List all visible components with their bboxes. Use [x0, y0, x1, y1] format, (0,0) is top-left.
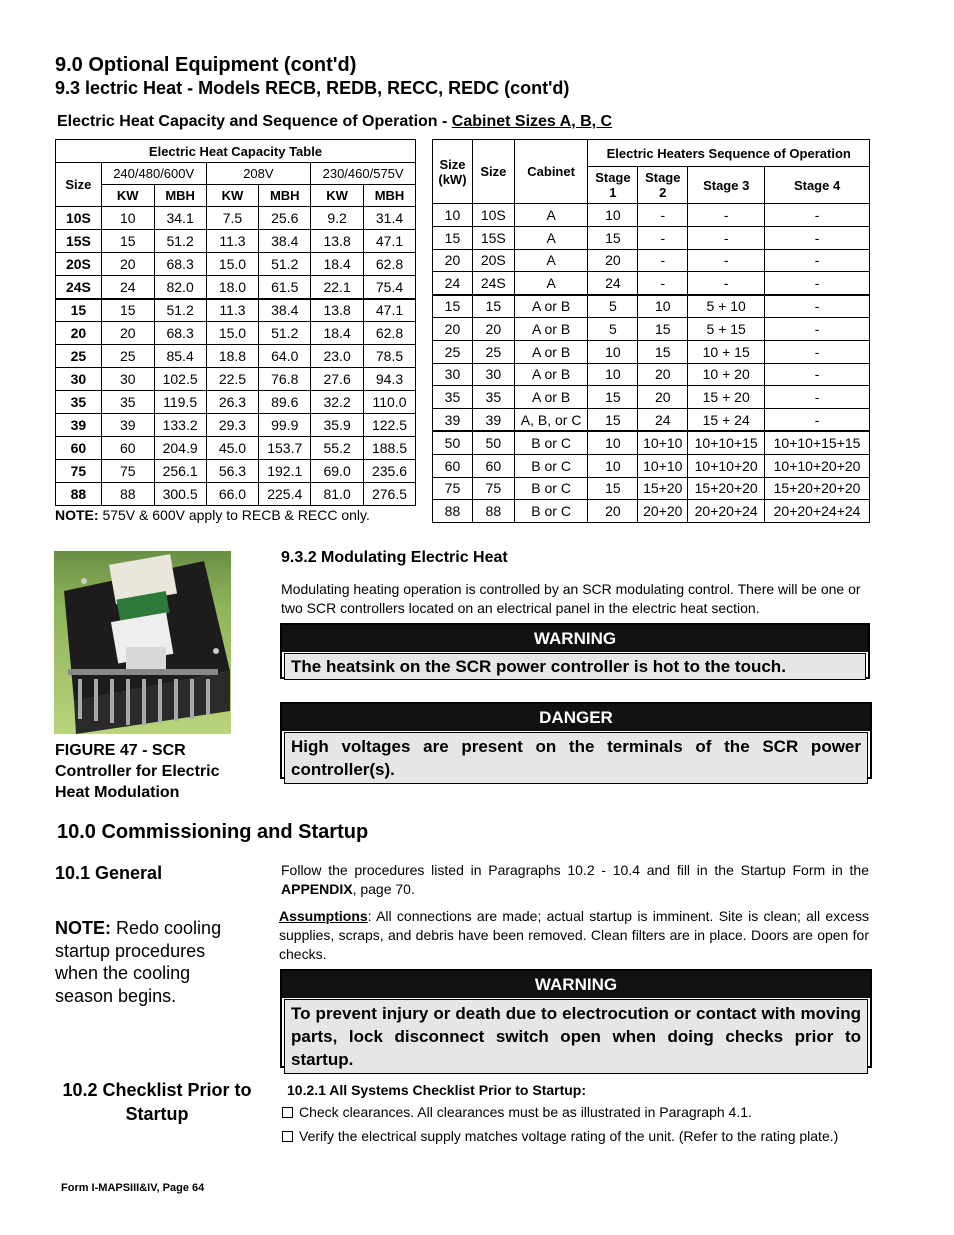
capacity-value-cell: 62.8 — [364, 253, 416, 276]
capacity-value-cell: 94.3 — [364, 368, 416, 391]
capacity-value-cell: 32.2 — [311, 391, 364, 414]
capacity-value-cell: 276.5 — [364, 483, 416, 506]
capacity-value-cell: 66.0 — [206, 483, 259, 506]
capacity-row — [56, 437, 416, 460]
checklist-heading: 10.2 Checklist Prior to Startup — [62, 1080, 252, 1124]
capacity-row — [56, 483, 416, 506]
sequence-row — [433, 363, 870, 386]
sequence-cell: 39 — [472, 409, 514, 432]
capacity-size-cell: 15 — [56, 299, 102, 322]
capacity-value-cell: 15 — [101, 230, 154, 253]
sequence-cell: 35 — [433, 386, 473, 409]
sequence-cell: A or B — [514, 295, 588, 318]
sequence-cell: 30 — [433, 363, 473, 386]
sequence-cell: 15 — [588, 409, 638, 432]
sequence-cell: 10 — [588, 454, 638, 477]
capacity-size-cell: 20 — [56, 322, 102, 345]
sequence-cell: 88 — [472, 500, 514, 523]
sequence-cell: 50 — [472, 431, 514, 454]
capacity-value-cell: 51.2 — [259, 322, 311, 345]
follow-text-1: Follow the procedures listed in Paragraphs 10.2 - 10.4 and fill in the Startup Form in the — [281, 862, 869, 878]
section-title: 9.0 Optional Equipment (cont'd) — [55, 54, 357, 76]
warning-title-2: WARNING — [282, 971, 870, 998]
page-footer: Form I-MAPSIII&IV, Page 64 — [61, 1182, 205, 1194]
sequence-cell: 20 — [588, 249, 638, 272]
capacity-size-cell: 35 — [56, 391, 102, 414]
capacity-row — [56, 207, 416, 230]
sequence-cell: A — [514, 249, 588, 272]
sequence-cell: B or C — [514, 454, 588, 477]
sequence-row — [433, 340, 870, 363]
general-heading: 10.1 General — [55, 863, 163, 883]
sequence-row — [433, 454, 870, 477]
capacity-value-cell: 34.1 — [154, 207, 206, 230]
sequence-cell: 10 — [433, 204, 473, 227]
capacity-size-cell: 39 — [56, 414, 102, 437]
capacity-value-cell: 35 — [101, 391, 154, 414]
capacity-value-cell: 35.9 — [311, 414, 364, 437]
sequence-cell: 10+10+15+15 — [765, 431, 870, 454]
warning-text-2: To prevent injury or death due to electrocution or contact with moving parts, lock disconnect switch open when doing checks prior to startup. — [284, 999, 868, 1074]
assumptions-label: Assumptions — [279, 908, 368, 924]
sequence-cell: 15 — [588, 226, 638, 249]
capacity-value-cell: 225.4 — [259, 483, 311, 506]
cooling-note-label: NOTE: — [55, 918, 111, 938]
sequence-row — [433, 386, 870, 409]
table-caption-link: Cabinet Sizes A, B, C — [451, 113, 613, 130]
sequence-cell: 24 — [638, 409, 688, 432]
capacity-value-cell: 18.0 — [206, 276, 259, 299]
capacity-value-cell: 10 — [101, 207, 154, 230]
sequence-row — [433, 500, 870, 523]
sequence-cell: 60 — [433, 454, 473, 477]
capacity-value-cell: 99.9 — [259, 414, 311, 437]
sequence-cell: 15 — [472, 295, 514, 318]
capacity-value-cell: 18.4 — [311, 322, 364, 345]
sequence-cell: A — [514, 204, 588, 227]
voltage-group-header: 240/480/600V — [101, 163, 206, 185]
sequence-cell: 10S — [472, 204, 514, 227]
follow-text-2: , page 70. — [352, 881, 415, 897]
sequence-cell: - — [765, 226, 870, 249]
sequence-cell: 15 — [588, 386, 638, 409]
capacity-value-cell: 78.5 — [364, 345, 416, 368]
unit-header: KW — [101, 185, 154, 207]
warning-box-heatsink — [280, 623, 870, 679]
sequence-cell: 10 — [588, 363, 638, 386]
sequence-cell: 15 — [638, 317, 688, 340]
capacity-value-cell: 133.2 — [154, 414, 206, 437]
capacity-value-cell: 85.4 — [154, 345, 206, 368]
sequence-cell: A or B — [514, 317, 588, 340]
capacity-value-cell: 89.6 — [259, 391, 311, 414]
sequence-cell: 20 — [472, 317, 514, 340]
capacity-value-cell: 20 — [101, 322, 154, 345]
checkbox-icon[interactable] — [282, 1107, 293, 1118]
sequence-cell: 10+10+20+20 — [765, 454, 870, 477]
checklist-item — [282, 1103, 862, 1122]
checklist-item — [282, 1127, 862, 1146]
sequence-table — [432, 139, 870, 523]
capacity-value-cell: 39 — [101, 414, 154, 437]
capacity-value-cell: 26.3 — [206, 391, 259, 414]
capacity-value-cell: 56.3 — [206, 460, 259, 483]
sequence-cell: - — [638, 272, 688, 295]
unit-header: MBH — [364, 185, 416, 207]
sequence-cell: - — [638, 204, 688, 227]
capacity-row — [56, 299, 416, 322]
sequence-cell: 50 — [433, 431, 473, 454]
capacity-row — [56, 368, 416, 391]
sequence-row — [433, 317, 870, 340]
unit-header: KW — [206, 185, 259, 207]
sequence-cell: 10+10 — [638, 454, 688, 477]
capacity-value-cell: 76.8 — [259, 368, 311, 391]
size-kw-header: Size (kW) — [433, 140, 473, 204]
capacity-size-cell: 20S — [56, 253, 102, 276]
capacity-value-cell: 51.2 — [154, 299, 206, 322]
sequence-cell: 10 — [638, 295, 688, 318]
sequence-cell: 20 — [433, 249, 473, 272]
capacity-value-cell: 64.0 — [259, 345, 311, 368]
capacity-value-cell: 55.2 — [311, 437, 364, 460]
stage-header: Stage 3 — [688, 167, 765, 204]
sequence-cell: - — [765, 363, 870, 386]
capacity-value-cell: 300.5 — [154, 483, 206, 506]
capacity-value-cell: 38.4 — [259, 230, 311, 253]
commissioning-heading: 10.0 Commissioning and Startup — [57, 821, 369, 843]
sequence-cell: A — [514, 226, 588, 249]
capacity-value-cell: 256.1 — [154, 460, 206, 483]
sequence-row — [433, 249, 870, 272]
sequence-row — [433, 477, 870, 500]
sequence-cell: 39 — [433, 409, 473, 432]
sequence-cell: 15 — [638, 340, 688, 363]
capacity-value-cell: 119.5 — [154, 391, 206, 414]
capacity-value-cell: 51.2 — [154, 230, 206, 253]
sequence-cell: 15 + 24 — [688, 409, 765, 432]
capacity-value-cell: 29.3 — [206, 414, 259, 437]
capacity-value-cell: 88 — [101, 483, 154, 506]
capacity-value-cell: 122.5 — [364, 414, 416, 437]
sequence-cell: 24 — [433, 272, 473, 295]
warning-text: The heatsink on the SCR power controller is hot to the touch. — [284, 653, 866, 680]
sequence-cell: 5 + 15 — [688, 317, 765, 340]
capacity-size-cell: 24S — [56, 276, 102, 299]
sequence-cell: - — [765, 386, 870, 409]
sequence-cell: - — [688, 226, 765, 249]
sequence-row — [433, 226, 870, 249]
sequence-cell: 15 — [433, 226, 473, 249]
sequence-cell: 20 — [433, 317, 473, 340]
sequence-cell: - — [688, 272, 765, 295]
sequence-cell: 35 — [472, 386, 514, 409]
sequence-cell: - — [638, 249, 688, 272]
capacity-value-cell: 22.1 — [311, 276, 364, 299]
sequence-cell: A — [514, 272, 588, 295]
capacity-value-cell: 47.1 — [364, 230, 416, 253]
sequence-cell: 15S — [472, 226, 514, 249]
cooling-note — [55, 917, 245, 1007]
capacity-value-cell: 61.5 — [259, 276, 311, 299]
capacity-size-cell: 75 — [56, 460, 102, 483]
capacity-value-cell: 24 — [101, 276, 154, 299]
capacity-row — [56, 230, 416, 253]
capacity-value-cell: 68.3 — [154, 253, 206, 276]
danger-box — [280, 702, 872, 779]
sequence-cell: 88 — [433, 500, 473, 523]
sequence-cell: 15+20+20+20 — [765, 477, 870, 500]
capacity-value-cell: 69.0 — [311, 460, 364, 483]
sequence-cell: A, B, or C — [514, 409, 588, 432]
capacity-value-cell: 235.6 — [364, 460, 416, 483]
stage-header: Stage 2 — [638, 167, 688, 204]
sequence-cell: 10 — [588, 431, 638, 454]
capacity-value-cell: 27.6 — [311, 368, 364, 391]
follow-procedures-text — [281, 861, 869, 899]
assumptions-text — [279, 907, 869, 964]
modulating-heading: 9.3.2 Modulating Electric Heat — [281, 549, 508, 566]
sequence-row — [433, 204, 870, 227]
capacity-size-cell: 25 — [56, 345, 102, 368]
capacity-row — [56, 460, 416, 483]
capacity-value-cell: 15.0 — [206, 253, 259, 276]
capacity-value-cell: 15.0 — [206, 322, 259, 345]
figure-47-caption: FIGURE 47 - SCR Controller for Electric Heat Modulation — [55, 742, 220, 801]
capacity-value-cell: 75 — [101, 460, 154, 483]
sequence-cell: 5 — [588, 295, 638, 318]
checklist-item-text: Verify the electrical supply matches voltage rating of the unit. (Refer to the rating plate.) — [299, 1128, 839, 1144]
sequence-row — [433, 295, 870, 318]
capacity-value-cell: 38.4 — [259, 299, 311, 322]
table-caption — [57, 113, 612, 131]
sequence-cell: 15 + 20 — [688, 386, 765, 409]
sequence-cell: - — [765, 204, 870, 227]
stage-header: Stage 4 — [765, 167, 870, 204]
sequence-cell: 10 — [588, 340, 638, 363]
capacity-value-cell: 11.3 — [206, 230, 259, 253]
capacity-value-cell: 153.7 — [259, 437, 311, 460]
sequence-cell: 20+20+24+24 — [765, 500, 870, 523]
capacity-value-cell: 51.2 — [259, 253, 311, 276]
sequence-cell: A or B — [514, 340, 588, 363]
capacity-value-cell: 18.8 — [206, 345, 259, 368]
warning-box-electrocution — [280, 969, 872, 1068]
sequence-cell: 10+10+20 — [688, 454, 765, 477]
capacity-value-cell: 188.5 — [364, 437, 416, 460]
sequence-cell: 60 — [472, 454, 514, 477]
sequence-cell: 20 — [588, 500, 638, 523]
unit-header: MBH — [259, 185, 311, 207]
capacity-value-cell: 22.5 — [206, 368, 259, 391]
capacity-row — [56, 253, 416, 276]
section-subtitle: 9.3 lectric Heat - Models RECB, REDB, RECC, REDC (cont'd) — [55, 78, 570, 98]
capacity-value-cell: 11.3 — [206, 299, 259, 322]
sequence-cell: B or C — [514, 477, 588, 500]
capacity-value-cell: 75.4 — [364, 276, 416, 299]
capacity-table-title: Electric Heat Capacity Table — [56, 140, 416, 163]
sequence-cell: 24 — [588, 272, 638, 295]
sequence-cell: 15+20+20 — [688, 477, 765, 500]
sequence-cell: - — [765, 340, 870, 363]
stage-header: Stage 1 — [588, 167, 638, 204]
sequence-row — [433, 272, 870, 295]
capacity-value-cell: 81.0 — [311, 483, 364, 506]
sequence-cell: B or C — [514, 431, 588, 454]
sequence-cell: 75 — [472, 477, 514, 500]
sequence-row — [433, 409, 870, 432]
capacity-value-cell: 192.1 — [259, 460, 311, 483]
capacity-size-cell: 88 — [56, 483, 102, 506]
capacity-value-cell: 68.3 — [154, 322, 206, 345]
capacity-value-cell: 7.5 — [206, 207, 259, 230]
sequence-cell: - — [688, 249, 765, 272]
sequence-row — [433, 431, 870, 454]
sequence-cell: - — [765, 317, 870, 340]
sequence-cell: 15+20 — [638, 477, 688, 500]
sequence-cell: 15 — [433, 295, 473, 318]
sequence-cell: - — [765, 409, 870, 432]
capacity-value-cell: 204.9 — [154, 437, 206, 460]
danger-text: High voltages are present on the terminals of the SCR power controller(s). — [284, 732, 868, 784]
sequence-cell: 20+20 — [638, 500, 688, 523]
modulating-text: Modulating heating operation is controlled by an SCR modulating control. There will be one or two SCR controllers located on an electrical panel in the electric heat section. — [281, 581, 861, 616]
sequence-cell: 25 — [433, 340, 473, 363]
sequence-cell: 5 — [588, 317, 638, 340]
sequence-cell: A or B — [514, 363, 588, 386]
capacity-value-cell: 25.6 — [259, 207, 311, 230]
checklist-subheading: 10.2.1 All Systems Checklist Prior to Startup: — [287, 1082, 587, 1098]
capacity-value-cell: 47.1 — [364, 299, 416, 322]
sequence-cell: 10+10 — [638, 431, 688, 454]
danger-title: DANGER — [282, 704, 870, 731]
capacity-value-cell: 25 — [101, 345, 154, 368]
capacity-value-cell: 102.5 — [154, 368, 206, 391]
sequence-cell: - — [765, 249, 870, 272]
capacity-value-cell: 18.4 — [311, 253, 364, 276]
capacity-value-cell: 62.8 — [364, 322, 416, 345]
capacity-value-cell: 82.0 — [154, 276, 206, 299]
sequence-cell: - — [688, 204, 765, 227]
capacity-size-cell: 30 — [56, 368, 102, 391]
unit-header: KW — [311, 185, 364, 207]
checkbox-icon[interactable] — [282, 1131, 293, 1142]
sequence-cell: 5 + 10 — [688, 295, 765, 318]
voltage-group-header: 230/460/575V — [311, 163, 416, 185]
sequence-group-header: Electric Heaters Sequence of Operation — [588, 140, 870, 167]
sequence-cell: B or C — [514, 500, 588, 523]
sequence-cell: - — [765, 272, 870, 295]
capacity-value-cell: 30 — [101, 368, 154, 391]
sequence-cell: 10+10+15 — [688, 431, 765, 454]
capacity-value-cell: 13.8 — [311, 230, 364, 253]
capacity-value-cell: 31.4 — [364, 207, 416, 230]
assumptions-body: : All connections are made; actual startup is imminent. Site is clean; all excess supplies, scraps, and debris have been removed. Clean filters are in place. Doors are open for checks. — [279, 908, 869, 962]
warning-title: WARNING — [282, 625, 868, 652]
capacity-value-cell: 45.0 — [206, 437, 259, 460]
cooling-note-text: Redo cooling startup procedures when the cooling season begins. — [55, 918, 222, 1006]
sequence-cell: 20S — [472, 249, 514, 272]
sequence-cell: 20 — [638, 363, 688, 386]
size-header: Size — [472, 140, 514, 204]
capacity-size-header: Size — [56, 163, 102, 207]
voltage-group-header: 208V — [206, 163, 311, 185]
scr-controller-illustration — [54, 551, 231, 734]
capacity-size-cell: 60 — [56, 437, 102, 460]
sequence-cell: A or B — [514, 386, 588, 409]
note-label: NOTE: — [55, 507, 99, 523]
sequence-cell: 20 — [638, 386, 688, 409]
capacity-value-cell: 15 — [101, 299, 154, 322]
capacity-row — [56, 414, 416, 437]
checklist-item-text: Check clearances. All clearances must be as illustrated in Paragraph 4.1. — [299, 1104, 752, 1120]
sequence-cell: 75 — [433, 477, 473, 500]
appendix-link: APPENDIX — [281, 881, 353, 897]
capacity-row — [56, 391, 416, 414]
sequence-cell: 10 + 15 — [688, 340, 765, 363]
capacity-note — [55, 507, 370, 523]
capacity-size-cell: 10S — [56, 207, 102, 230]
cabinet-header: Cabinet — [514, 140, 588, 204]
sequence-cell: - — [765, 295, 870, 318]
sequence-cell: 25 — [472, 340, 514, 363]
capacity-value-cell: 13.8 — [311, 299, 364, 322]
scr-controller-photo — [54, 551, 231, 734]
sequence-cell: 15 — [588, 477, 638, 500]
capacity-row — [56, 322, 416, 345]
capacity-value-cell: 23.0 — [311, 345, 364, 368]
capacity-value-cell: 110.0 — [364, 391, 416, 414]
capacity-size-cell: 15S — [56, 230, 102, 253]
note-text: 575V & 600V apply to RECB & RECC only. — [98, 507, 370, 523]
capacity-table — [55, 139, 416, 506]
sequence-cell: 24S — [472, 272, 514, 295]
sequence-cell: - — [638, 226, 688, 249]
capacity-value-cell: 9.2 — [311, 207, 364, 230]
sequence-cell: 20+20+24 — [688, 500, 765, 523]
sequence-cell: 30 — [472, 363, 514, 386]
capacity-row — [56, 276, 416, 299]
capacity-row — [56, 345, 416, 368]
table-caption-prefix: Electric Heat Capacity and Sequence of Operation - — [57, 113, 452, 130]
capacity-value-cell: 60 — [101, 437, 154, 460]
sequence-cell: 10 — [588, 204, 638, 227]
capacity-value-cell: 20 — [101, 253, 154, 276]
unit-header: MBH — [154, 185, 206, 207]
sequence-cell: 10 + 20 — [688, 363, 765, 386]
